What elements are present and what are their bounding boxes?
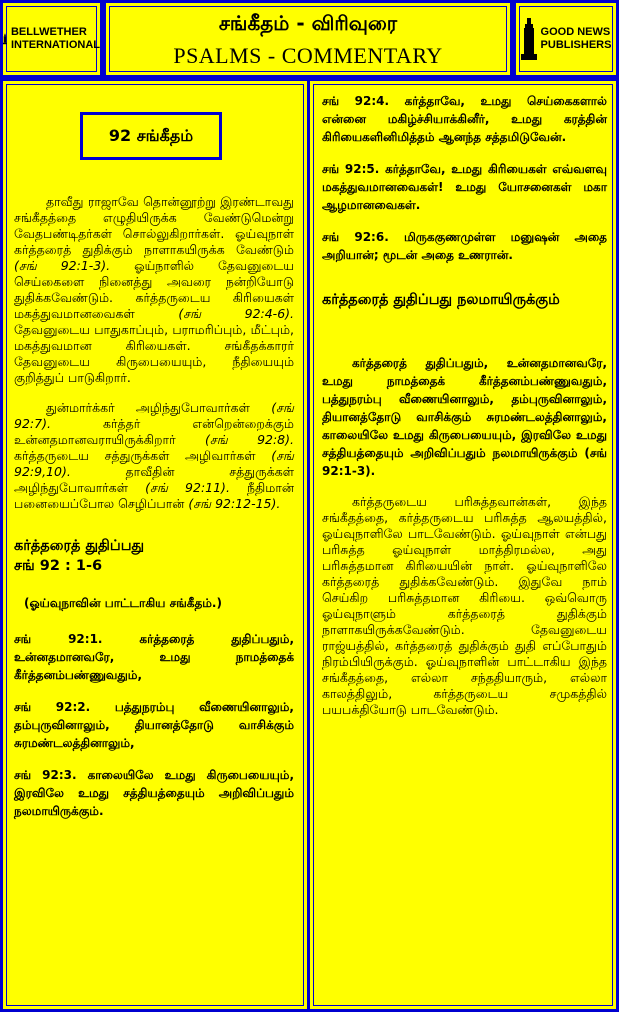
verse-3: சங் 92:3. காலையிலே உமது கிருபையையும், இரவிலே உமது சத்தியத்தையும் அறிவிப்பதும் நலமாயிருக்கும். [14, 768, 294, 818]
intro-text: நீதிமான் பனையைப்போல செழிப்பான் [14, 480, 294, 511]
intro-text: கர்த்தருடைய சத்துருக்கள் அழிவார்கள் [14, 448, 256, 463]
intro-text: கர்த்தர் என்றென்றைக்கும் உன்னதமானவராயிருக்கிறார் [14, 416, 294, 447]
verse-ref: (சங் 92:9,10). [14, 448, 294, 479]
verse-5: சங் 92:5. கர்த்தாவே, உமது கிரியைகள் எவ்வளவு மகத்துவமானவைகள்! உமது யோசனைகள் மகா ஆழமானவைகள். [322, 162, 607, 212]
intro-text: தாவீதின் சத்துருக்கள் அழிந்துபோவார்கள் [14, 464, 294, 495]
verse-1: சங் 92:1. கர்த்தரைத் துதிப்பதும், உன்னதமானவரே, உமது நாமத்தைக் கீர்த்தனம்பண்ணுவதும், [14, 632, 294, 682]
section-heading: கர்த்தரைத் துதிப்பது நலமாயிருக்கும் [322, 292, 560, 308]
section-heading: கர்த்தரைத் துதிப்பது [14, 538, 145, 554]
publisher-logo-left [0, 0, 103, 78]
intro-text: துன்மார்க்கர் அழிந்துபோவார்கள் [46, 400, 250, 415]
bellwether-logo-icon [3, 18, 7, 60]
good-news-logo-text: GOOD NEWS PUBLISHERS [540, 26, 612, 51]
verse-ref: (சங் 92:1-3). [14, 258, 135, 273]
intro-text: தேவனுடைய பாதுகாப்பும், பராமரிப்பும், மீட்பும், மகத்துவமான கிரியைகள். சங்கீதக்காரர் தேவனுடைய கிருபையையும், நீதியையும் குறித்துப் பாடுகிறார். [14, 322, 294, 385]
title-english: PSALMS - COMMENTARY [173, 43, 443, 68]
verse-ref: (சங் 92:11). [128, 480, 248, 495]
page-header [103, 0, 513, 78]
section-subheading: (ஓய்வுநாவின் பாட்டாகிய சங்கீதம்.) [24, 596, 222, 610]
intro-text: ஓய்நாளில் தேவனுடைய செய்கைளை நினைத்து அவரை நன்றியோடு துதிக்கவேண்டும். கர்த்தருடைய கிரியைகள் மகத்துவமானவைகள் [14, 258, 294, 321]
commentary-paragraph-2: கர்த்தருடைய பரிசுத்தவான்கள், இந்த சங்கீதத்தை, கர்த்தருடைய பரிசுத்த ஆலயத்தில், ஓய்வுநாளிலே பாடவேண்டும். ஓய்வுநாள் என்பது பரிசுத்த ஓய்வுநாள் மாத்திரமல்ல, அது பரிசுத்தமான கிரியையின் நாள். ஓய்வுநாளிலே கர்த்தரைத் துதிக்கவேண்டும். இதுவே நாம் செய்கிற பரிசுத்தமான கிரியை. ஒவ்வொரு ஓய்வுநாளும் கர்த்தரைத் துதிக்கும் நாளாகயிருக்கவேண்டும். தேவனுடைய ராஜ்யத்தில், கர்த்தரைத் துதிக்கும் துதி எப்போதும் நிரம்பியிருக்கும். ஓய்வுநாளின் பாட்டாகிய இந்த சங்கீதத்தை, எல்லா சந்ததியாரும், எல்லா காலத்திலும், கர்த்தருடைய சமுகத்தில் பயபக்தியோடு பாடவேண்டும். [322, 494, 607, 717]
bellwether-logo-text: BELLWETHER INTERNATIONAL [10, 26, 100, 51]
verse-4: சங் 92:4. கர்த்தாவே, உமது செய்கைகளால் என்னை மகிழ்ச்சியாக்கினீர், உமது கரத்தின் கிரியைகளினிமித்தம் ஆனந்த சத்தமிடுவேன். [322, 94, 607, 144]
publisher-logo-right [513, 0, 619, 78]
title-tamil: சங்கீதம் - விரிவுரை [218, 11, 398, 35]
verse-ref: (சங் 92:7). [14, 400, 294, 431]
commentary-paragraph-1: கர்த்தரைத் துதிப்பதும், உன்னதமானவரே, உமது நாமத்தைக் கீர்த்தனம்பண்ணுவதும், பத்துநரம்பு வீணையினாலும், தம்புருவினாலும், தியானத்தோடு வாசிக்கும் சுரமண்டலத்தினாலும், காலையிலே உமது கிருபையையும், இரவிலே உமது சத்தியத்தையும் அறிவிப்பதும் நலமாயிருக்கும் (சங் 92:1-3). [322, 356, 607, 478]
verse-ref: (சங் 92:8). [175, 432, 294, 447]
good-news-logo-icon [521, 18, 537, 60]
psalm-title-box: 92 சங்கீதம் [80, 112, 222, 160]
verse-ref: (சங் 92:4-6). [134, 306, 294, 321]
section-heading-ref: சங் 92 : 1-6 [14, 558, 103, 574]
verse-6: சங் 92:6. மிருககுணமுள்ள மனுஷன் அதை அறியான்; மூடன் அதை உணரான். [322, 230, 607, 262]
intro-paragraph-2 [14, 400, 294, 512]
verse-ref: (சங் 92:12-15). [184, 496, 281, 511]
right-column-content [322, 92, 607, 718]
left-column-content [14, 194, 294, 820]
intro-paragraph-1 [14, 194, 294, 386]
intro-text: தாவீது ராஜாவே தொன்னூற்று இரண்டாவது சங்கீதத்தை எழுதியிருக்க வேண்டுமென்று வேதபண்டிதர்கள் சொல்லுகிறார்கள். ஓய்வுநாள் கர்த்தரைத் துதிக்கும் நாளாகயிருக்க வேண்டும் [14, 194, 294, 257]
verse-2: சங் 92:2. பத்துநரம்பு வீணையினாலும், தம்புருவினாலும், தியானத்தோடு வாசிக்கும் சுரமண்டலத்தினாலும், [14, 700, 294, 750]
